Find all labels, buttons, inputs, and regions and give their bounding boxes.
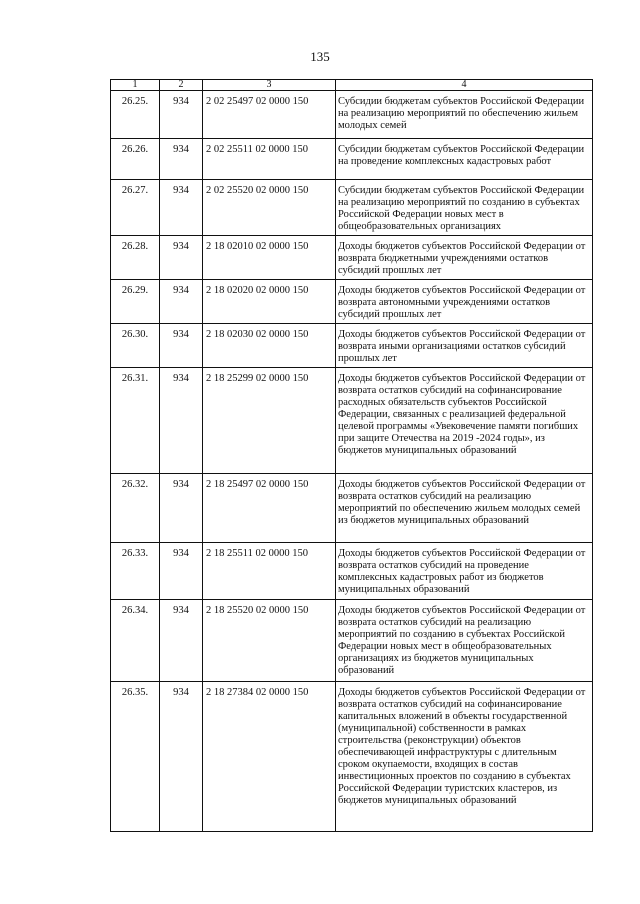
administrator-code: 934 [160, 91, 203, 139]
administrator-code: 934 [160, 474, 203, 543]
column-header-1: 1 [111, 80, 160, 91]
column-header-3: 3 [203, 80, 336, 91]
budget-classification-code: 2 18 25511 02 0000 150 [203, 543, 336, 600]
administrator-code: 934 [160, 600, 203, 682]
administrator-code: 934 [160, 543, 203, 600]
table-row [111, 600, 593, 682]
revenue-description: Субсидии бюджетам субъектов Российской Федерации на реализацию мероприятий по созданию в субъектах Российской Федерации новых мест в общеобразовательных организациях [336, 180, 593, 236]
table-row [111, 474, 593, 543]
column-header-2: 2 [160, 80, 203, 91]
row-number: 26.27. [111, 180, 160, 236]
budget-classification-code: 2 18 27384 02 0000 150 [203, 682, 336, 832]
revenue-description: Доходы бюджетов субъектов Российской Федерации от возврата остатков субсидий на проведение комплексных кадастровых работ из бюджетов муниципальных образований [336, 543, 593, 600]
table-row [111, 543, 593, 600]
table-row [111, 324, 593, 368]
revenue-description: Доходы бюджетов субъектов Российской Федерации от возврата остатков субсидий на софинансирование капитальных вложений в объекты государственной (муниципальной) собственности в рамках строительства (реконструкции) объектов обеспечивающей инфраструктуры с длительным сроком окупаемости, входящих в состав инвестиционных проектов по созданию в субъектах Российской Федерации туристских кластеров, из бюджетов муниципальных образований [336, 682, 593, 832]
row-number: 26.25. [111, 91, 160, 139]
administrator-code: 934 [160, 280, 203, 324]
row-number: 26.32. [111, 474, 160, 543]
budget-classification-code: 2 18 02010 02 0000 150 [203, 236, 336, 280]
page-number: 135 [310, 49, 330, 64]
revenue-description: Субсидии бюджетам субъектов Российской Федерации на реализацию мероприятий по обеспечению жильем молодых семей [336, 91, 593, 139]
budget-classification-code: 2 18 25497 02 0000 150 [203, 474, 336, 543]
table-row [111, 236, 593, 280]
administrator-code: 934 [160, 139, 203, 180]
administrator-code: 934 [160, 368, 203, 474]
table-row [111, 682, 593, 832]
revenue-description: Доходы бюджетов субъектов Российской Федерации от возврата автономными учреждениями остатков субсидий прошлых лет [336, 280, 593, 324]
row-number: 26.35. [111, 682, 160, 832]
revenue-description: Субсидии бюджетам субъектов Российской Федерации на проведение комплексных кадастровых работ [336, 139, 593, 180]
revenue-description: Доходы бюджетов субъектов Российской Федерации от возврата бюджетными учреждениями остатков субсидий прошлых лет [336, 236, 593, 280]
classification-table [110, 79, 593, 832]
revenue-description: Доходы бюджетов субъектов Российской Федерации от возврата иными организациями остатков субсидий прошлых лет [336, 324, 593, 368]
revenue-description: Доходы бюджетов субъектов Российской Федерации от возврата остатков субсидий на реализацию мероприятий по созданию в субъектах Российской Федерации новых мест в общеобразовательных организациях из бюджетов муниципальных образований [336, 600, 593, 682]
row-number: 26.34. [111, 600, 160, 682]
column-header-4: 4 [336, 80, 593, 91]
row-number: 26.31. [111, 368, 160, 474]
table-row [111, 91, 593, 139]
budget-classification-code: 2 18 02020 02 0000 150 [203, 280, 336, 324]
table-row [111, 368, 593, 474]
row-number: 26.29. [111, 280, 160, 324]
revenue-description: Доходы бюджетов субъектов Российской Федерации от возврата остатков субсидий на реализацию мероприятий по обеспечению жильем молодых семей из бюджетов муниципальных образований [336, 474, 593, 543]
budget-classification-code: 2 18 25299 02 0000 150 [203, 368, 336, 474]
administrator-code: 934 [160, 236, 203, 280]
row-number: 26.33. [111, 543, 160, 600]
budget-classification-code: 2 18 25520 02 0000 150 [203, 600, 336, 682]
table-row [111, 139, 593, 180]
table-row [111, 180, 593, 236]
administrator-code: 934 [160, 180, 203, 236]
budget-classification-code: 2 02 25511 02 0000 150 [203, 139, 336, 180]
administrator-code: 934 [160, 682, 203, 832]
budget-classification-code: 2 02 25520 02 0000 150 [203, 180, 336, 236]
budget-classification-code: 2 18 02030 02 0000 150 [203, 324, 336, 368]
row-number: 26.26. [111, 139, 160, 180]
table-header-row [111, 80, 593, 91]
row-number: 26.30. [111, 324, 160, 368]
table-body [111, 91, 593, 832]
budget-classification-code: 2 02 25497 02 0000 150 [203, 91, 336, 139]
revenue-description: Доходы бюджетов субъектов Российской Федерации от возврата остатков субсидий на софинансирование расходных обязательств субъектов Российской Федерации, связанных с реализацией федеральной целевой программы «Увековечение памяти погибших при защите Отечества на 2019 -2024 годы», из бюджетов муниципальных образований [336, 368, 593, 474]
row-number: 26.28. [111, 236, 160, 280]
table-row [111, 280, 593, 324]
administrator-code: 934 [160, 324, 203, 368]
